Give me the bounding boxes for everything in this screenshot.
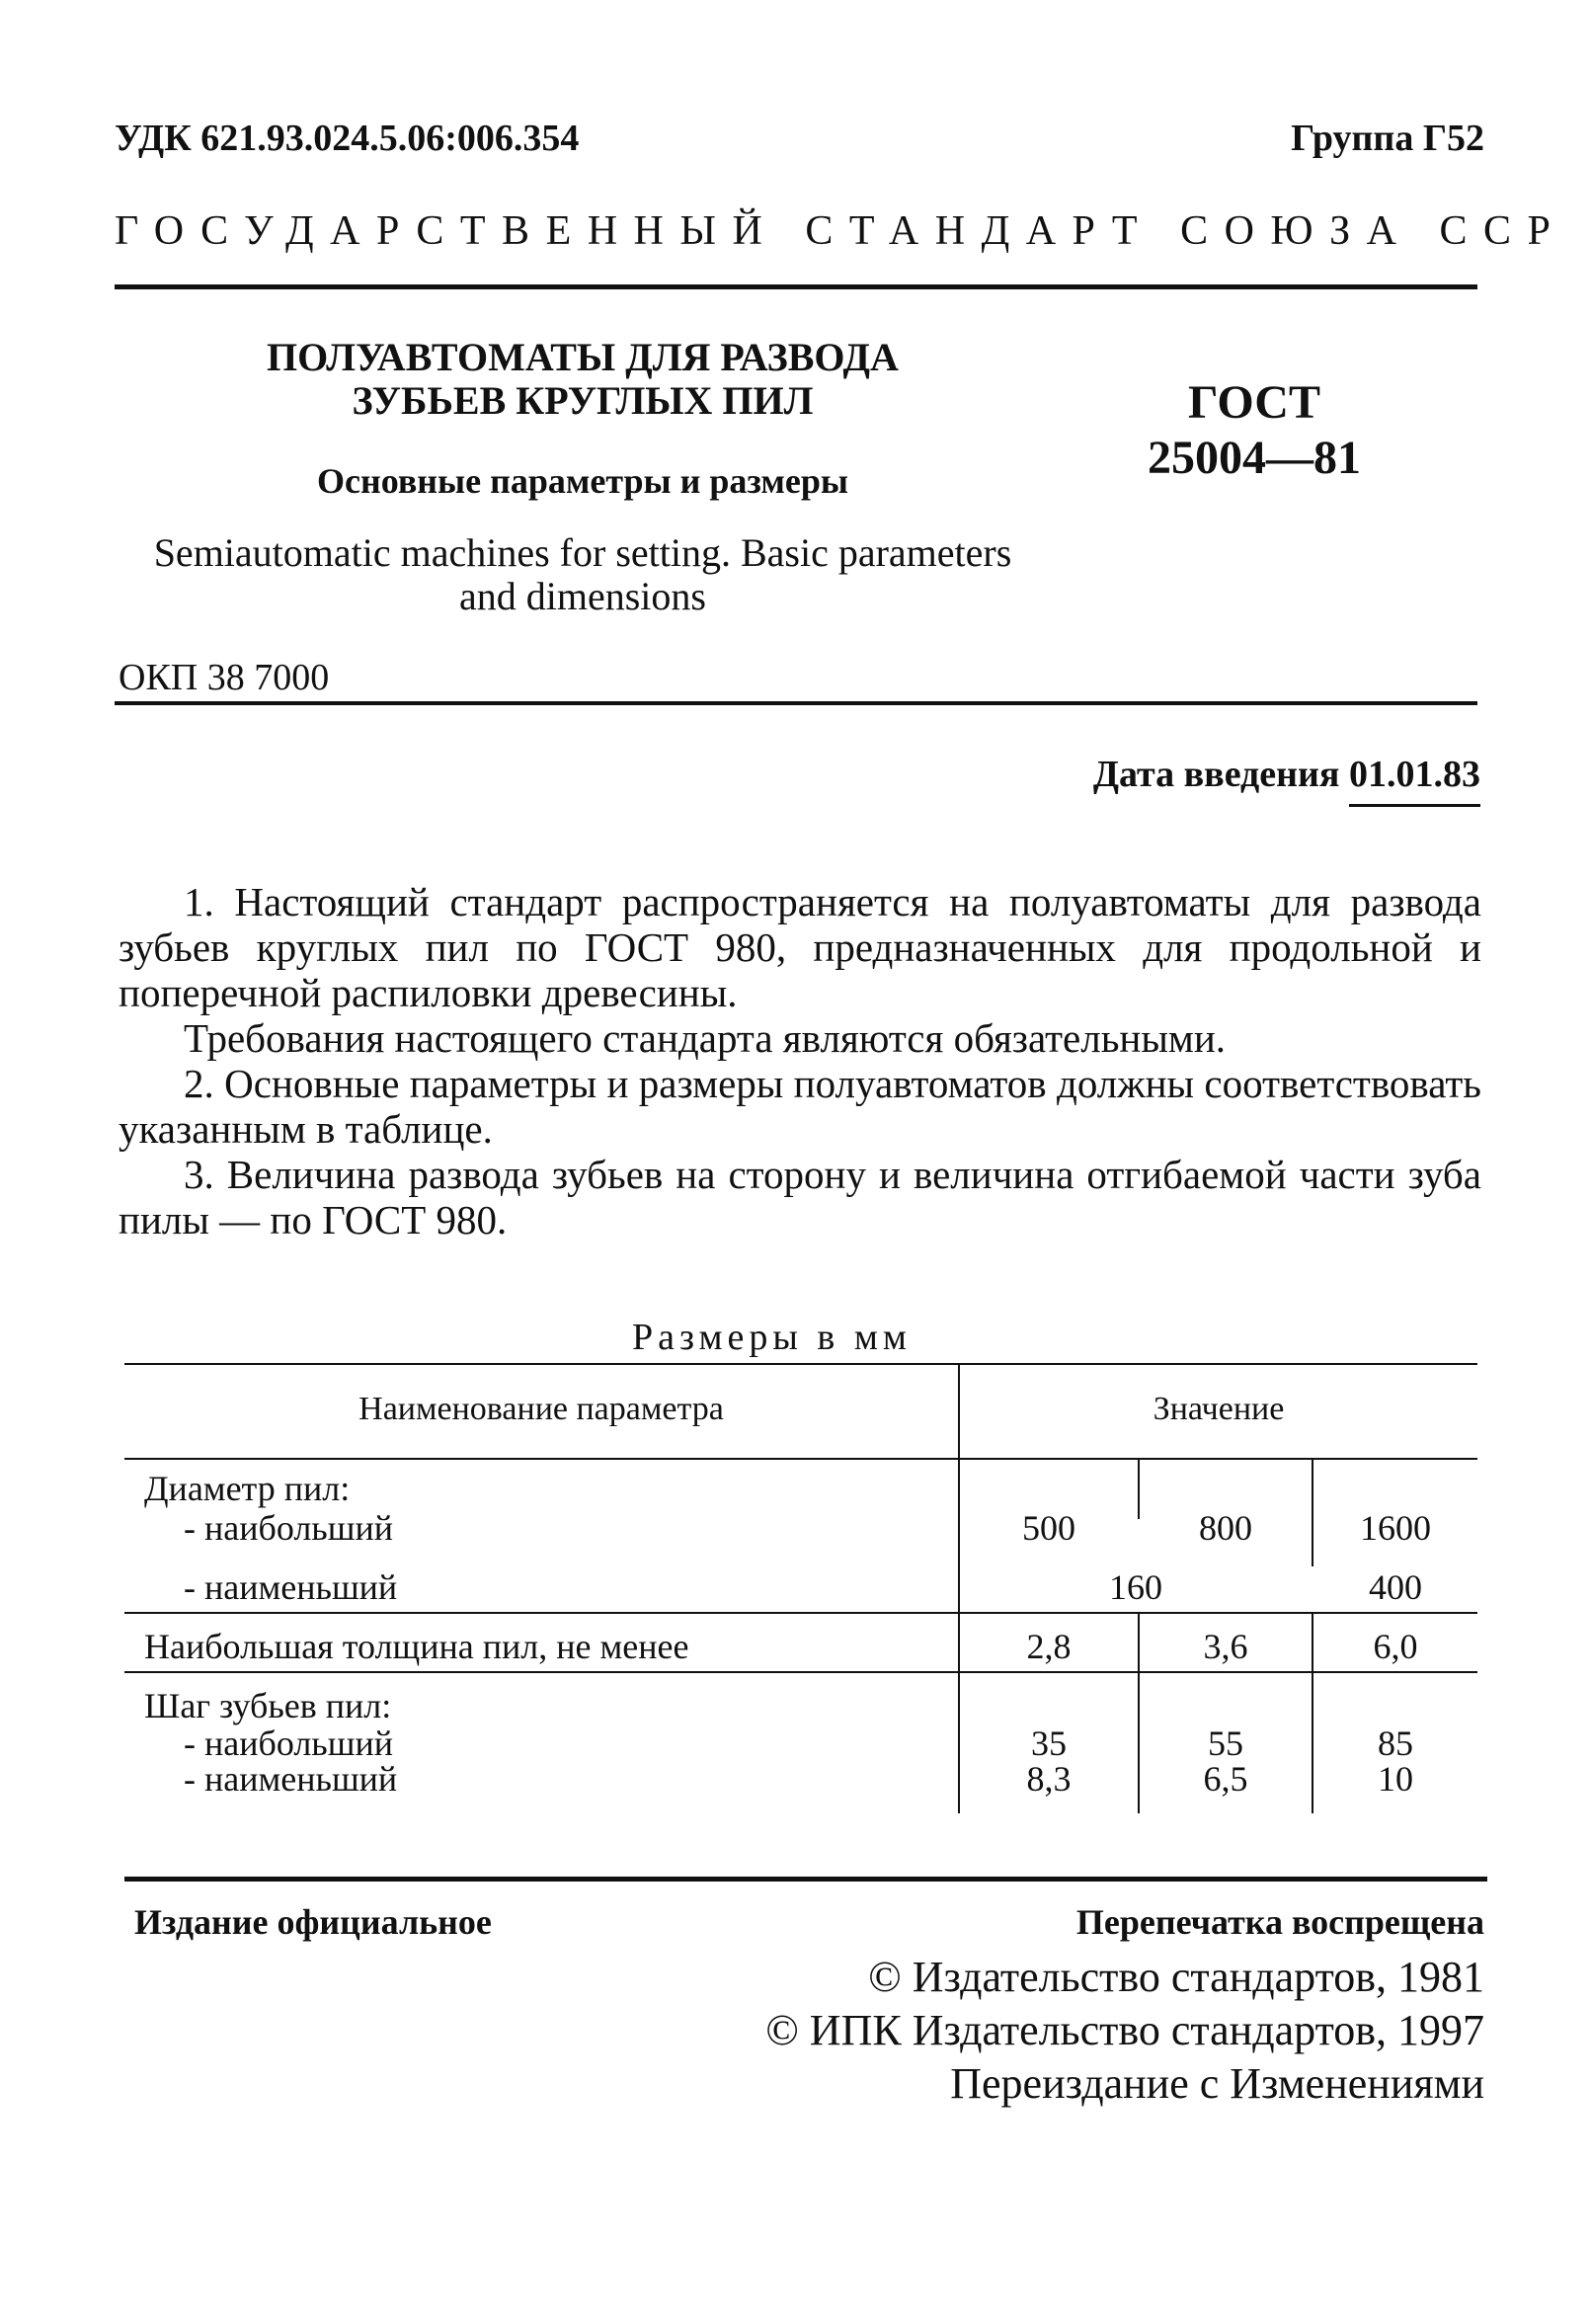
thickness-label: Наибольшая толщина пил, не менее [144, 1627, 689, 1666]
reissue-note: Переиздание с Изменениями [950, 2059, 1484, 2108]
pitch-min-value-2: 6,5 [1203, 1759, 1248, 1799]
copyright-1981: © Издательство стандартов, 1981 [868, 1953, 1484, 2001]
intro-date-value: 01.01.83 [1349, 753, 1480, 807]
copyright-1997: © ИПК Издательство стандартов, 1997 [765, 2006, 1484, 2054]
thickness-value-2: 3,6 [1203, 1627, 1248, 1666]
paragraph-4: 3. Величина развода зубьев на сторону и величина отгибаемой части зуба пилы — по ГОСТ 980. [119, 1152, 1481, 1242]
table-row-rule-1 [124, 1612, 1477, 1614]
diameter-max-800: 800 [1199, 1508, 1252, 1548]
header-param: Наименование параметра [358, 1391, 724, 1427]
english-title-line-1: Semiautomatic machines for setting. Basic parameters [153, 530, 1012, 575]
footer-divider [124, 1877, 1487, 1882]
diameter-max-label: - наибольший [184, 1508, 393, 1548]
diameter-min-160: 160 [1109, 1567, 1162, 1607]
table-caption: Размеры в мм [632, 1317, 912, 1358]
diameter-min-400: 400 [1369, 1567, 1422, 1607]
parameters-table [124, 1363, 1477, 1817]
title-line-2: ЗУБЬЕВ КРУГЛЫХ ПИЛ [352, 378, 814, 423]
paragraph-1: 1. Настоящий стандарт распространяется на полуавтоматы для развода зубьев круглых пил по ГОСТ 980, предназначенных для продольной и поперечной распиловки древесины. [119, 879, 1481, 1015]
table-header-rule [124, 1458, 1477, 1460]
table-row-rule-2 [124, 1671, 1477, 1673]
header-divider [115, 284, 1477, 289]
thickness-value-3: 6,0 [1373, 1627, 1418, 1666]
official-edition: Издание официальное [134, 1902, 492, 1942]
pitch-max-value-3: 85 [1378, 1723, 1413, 1763]
diameter-max-1600: 1600 [1360, 1508, 1431, 1548]
intro-date [1093, 753, 1480, 807]
pitch-max-label: - наибольший [184, 1723, 393, 1763]
header-value: Значение [1153, 1391, 1285, 1427]
english-title [119, 531, 1047, 618]
gost-label: ГОСТ [1188, 376, 1320, 429]
state-standard-heading: ГОСУДАРСТВЕННЫЙ СТАНДАРТ СОЮЗА ССР [115, 208, 1567, 254]
pitch-min-label: - наименьший [184, 1759, 398, 1799]
diameter-max-500: 500 [1022, 1508, 1075, 1548]
udk-code: УДК 621.93.024.5.06:006.354 [115, 118, 580, 159]
group-code: Группа Г52 [1291, 118, 1484, 159]
pitch-max-value-2: 55 [1208, 1723, 1243, 1763]
diameter-min-label: - наименьший [184, 1567, 398, 1607]
gost-number: 25004—81 [1148, 432, 1361, 484]
english-title-line-2: and dimensions [459, 574, 706, 618]
okp-code: ОКП 38 7000 [119, 657, 330, 698]
reprint-prohibited: Перепечатка воспрещена [1075, 1902, 1484, 1942]
body-text [119, 879, 1481, 1242]
thickness-value-1: 2,8 [1026, 1627, 1072, 1666]
okp-divider [115, 701, 1477, 705]
gost-designation [1106, 375, 1402, 486]
pitch-min-value-1: 8,3 [1026, 1759, 1072, 1799]
title-block [178, 336, 988, 502]
pitch-max-value-1: 35 [1031, 1723, 1067, 1763]
diameter-label: Диаметр пил: [144, 1469, 351, 1508]
subtitle: Основные параметры и размеры [317, 461, 848, 501]
title-line-1: ПОЛУАВТОМАТЫ ДЛЯ РАЗВОДА [267, 335, 899, 379]
intro-date-label: Дата введения [1092, 754, 1340, 795]
paragraph-2: Требования настоящего стандарта являются обязательными. [184, 1015, 1227, 1061]
paragraph-3: 2. Основные параметры и размеры полуавтоматов должны соответствовать указанным в таблице. [119, 1061, 1481, 1152]
pitch-min-value-3: 10 [1378, 1759, 1413, 1799]
pitch-label: Шаг зубьев пил: [144, 1686, 392, 1725]
table-top-rule [124, 1363, 1477, 1365]
